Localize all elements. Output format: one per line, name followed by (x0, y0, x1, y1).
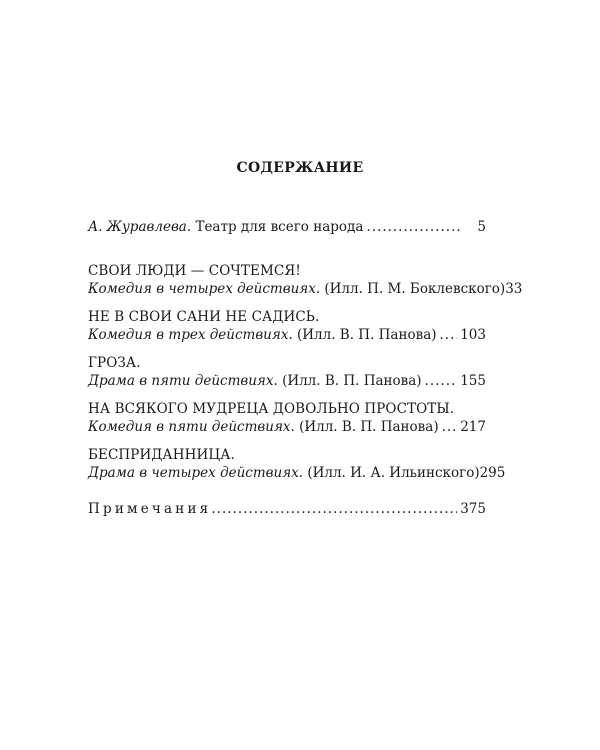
page-title: СОДЕРЖАНИЕ (236, 160, 364, 176)
play-genre: Драма в четырех действиях (88, 465, 299, 481)
play-title: ГРОЗА. (88, 355, 141, 371)
dot-leader (442, 418, 458, 436)
dot-leader (211, 500, 457, 518)
play-illustrator: . (Илл. П. М. Боклевского) (315, 281, 506, 297)
play-subtitle (88, 280, 505, 298)
play-title: НА ВСЯКОГО МУДРЕЦА ДОВОЛЬНО ПРОСТОТЫ. (88, 401, 455, 417)
intro-author: А. Журавлева (88, 219, 187, 235)
intro-title: . Театр для всего народа (186, 219, 364, 235)
play-illustrator: . (Илл. В. П. Панова) (290, 419, 439, 435)
play-page: 217 (460, 419, 486, 435)
play-subtitle-row (88, 280, 523, 298)
toc-entry-intro[interactable] (88, 218, 486, 236)
play-title: СВОИ ЛЮДИ — СОЧТЕМСЯ! (88, 263, 301, 279)
toc-entry-notes[interactable] (88, 500, 486, 518)
play-subtitle (88, 372, 422, 390)
play-illustrator: . (Илл. В. П. Панова) (273, 373, 422, 389)
play-title: НЕ В СВОИ САНИ НЕ САДИСЬ. (88, 309, 320, 325)
dot-leader (440, 326, 458, 344)
intro-text (88, 218, 363, 236)
play-illustrator: . (Илл. В. П. Панова) (288, 327, 437, 343)
play-page: 155 (460, 373, 486, 389)
toc-entry[interactable] (88, 308, 486, 344)
play-genre: Комедия в четырех действиях (88, 281, 316, 297)
play-page: 295 (479, 465, 506, 481)
play-genre: Драма в пяти действиях (88, 373, 274, 389)
notes-label: Примечания (88, 501, 212, 517)
notes-page: 375 (460, 501, 486, 517)
play-subtitle-row (88, 326, 486, 344)
play-subtitle (88, 326, 437, 344)
play-subtitle-row (88, 464, 506, 482)
play-page: 103 (460, 327, 486, 343)
table-of-contents (88, 218, 523, 518)
play-subtitle-row (88, 372, 486, 390)
play-genre: Комедия в пяти действиях (88, 419, 291, 435)
toc-entry[interactable] (88, 354, 486, 390)
play-title: БЕСПРИДАННИЦА. (88, 447, 235, 463)
toc-entry[interactable] (88, 400, 486, 436)
play-illustrator: . (Илл. И. А. Ильинского) (298, 465, 480, 481)
toc-entry[interactable] (88, 262, 523, 298)
toc-entry[interactable] (88, 446, 506, 482)
play-subtitle-row (88, 418, 486, 436)
play-genre: Комедия в трех действиях (88, 327, 289, 343)
dot-leader (425, 372, 458, 390)
play-page: 33 (505, 281, 523, 297)
intro-page: 5 (477, 219, 486, 235)
dot-leader (366, 218, 463, 236)
play-subtitle (88, 418, 439, 436)
play-subtitle (88, 464, 480, 482)
